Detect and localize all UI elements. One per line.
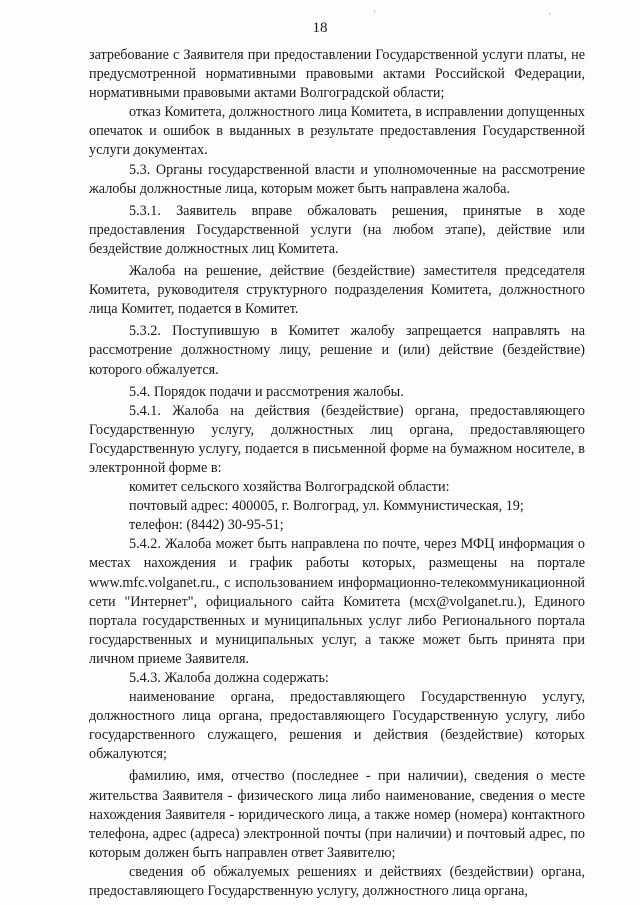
paragraph: 5.4.2. Жалоба может быть направлена по почте, через МФЦ информация о местах нахождения и график работы которых, размещены на портале www.mfc.volganet.ru., с использованием информационно-телекоммуникационной сети "Интернет", официального сайта Комитета (мсх@volganet.ru.), Единого портала государственных и муниципальных услуг либо Регионального портала государственных и муниципальных услуг, а также может быть принята при личном приеме Заявителя. [89, 536, 585, 667]
scan-mark: · [548, 9, 551, 19]
paragraph: фамилию, имя, отчество (последнее - при наличии), сведения о месте жительства Заявителя - физического лица либо наименование, сведения о месте нахождения Заявителя - юридического лица, а также номер (номера) контактного телефона, адрес (адреса) электронной почты (при наличии) и почтовый адрес, по которым должен быть направлен ответ Заявителю; [89, 768, 585, 861]
paragraph: Жалоба на решение, действие (бездействие) заместителя председателя Комитета, руководителя структурного подразделения Комитета, должностного лица Комитет, подается в Комитет. [89, 263, 585, 318]
paragraph: 5.4.3. Жалоба должна содержать: [129, 670, 329, 686]
paragraph: 5.3.2. Поступившую в Комитет жалобу запрещается направлять на рассмотрение должностному лицу, решение и (или) действие (бездействие) которого обжалуется. [89, 323, 585, 378]
paragraph: затребование с Заявителя при предоставлении Государственной услуги платы, не предусмотренной нормативными правовыми актами Российской Федерации, нормативными правовыми актами Волгоградской области; [89, 47, 585, 102]
paragraph: 5.4. Порядок подачи и рассмотрения жалобы. [129, 383, 404, 400]
document-body [89, 46, 585, 901]
paragraph: комитет сельского хозяйства Волгоградской области: [129, 479, 450, 496]
page-number: 18 [312, 20, 328, 36]
paragraph: наименование органа, предоставляющего Государственную услугу, должностного лица органа, предоставляющего Государственную услугу, либо государственного служащего, решения и действия (бездействие) которых обжалуются; [89, 689, 585, 763]
paragraph: почтовый адрес: 400005, г. Волгоград, ул. Коммунистическая, 19; [129, 498, 524, 515]
paragraph: телефон: (8442) 30-95-51; [129, 517, 284, 534]
paragraph: отказ Комитета, должностного лица Комитета, в исправлении допущенных опечаток и ошибок в выданных в результате предоставления Государственной услуги документах. [89, 104, 585, 159]
paragraph: 5.3. Органы государственной власти и уполномоченные на рассмотрение жалобы должностные лица, которым может быть направлена жалоба. [89, 161, 585, 197]
paragraph: сведения об обжалуемых решениях и действиях (бездействии) органа, предоставляющего Государственную услугу, должностного лица органа, [89, 863, 585, 900]
paragraph: 5.3.1. Заявитель вправе обжаловать решения, принятые в ходе предоставления Государственной услуги (на любом этапе), действие или бездействие должностных лиц Комитета. [89, 202, 585, 257]
scan-mark: ' [374, 9, 376, 19]
paragraph: 5.4.1. Жалоба на действия (бездействие) органа, предоставляющего Государственную услугу, должностных лиц органа, предоставляющего Государственную услугу, подается в письменной форме на бумажном носителе, в электронной форме в: [89, 402, 585, 476]
